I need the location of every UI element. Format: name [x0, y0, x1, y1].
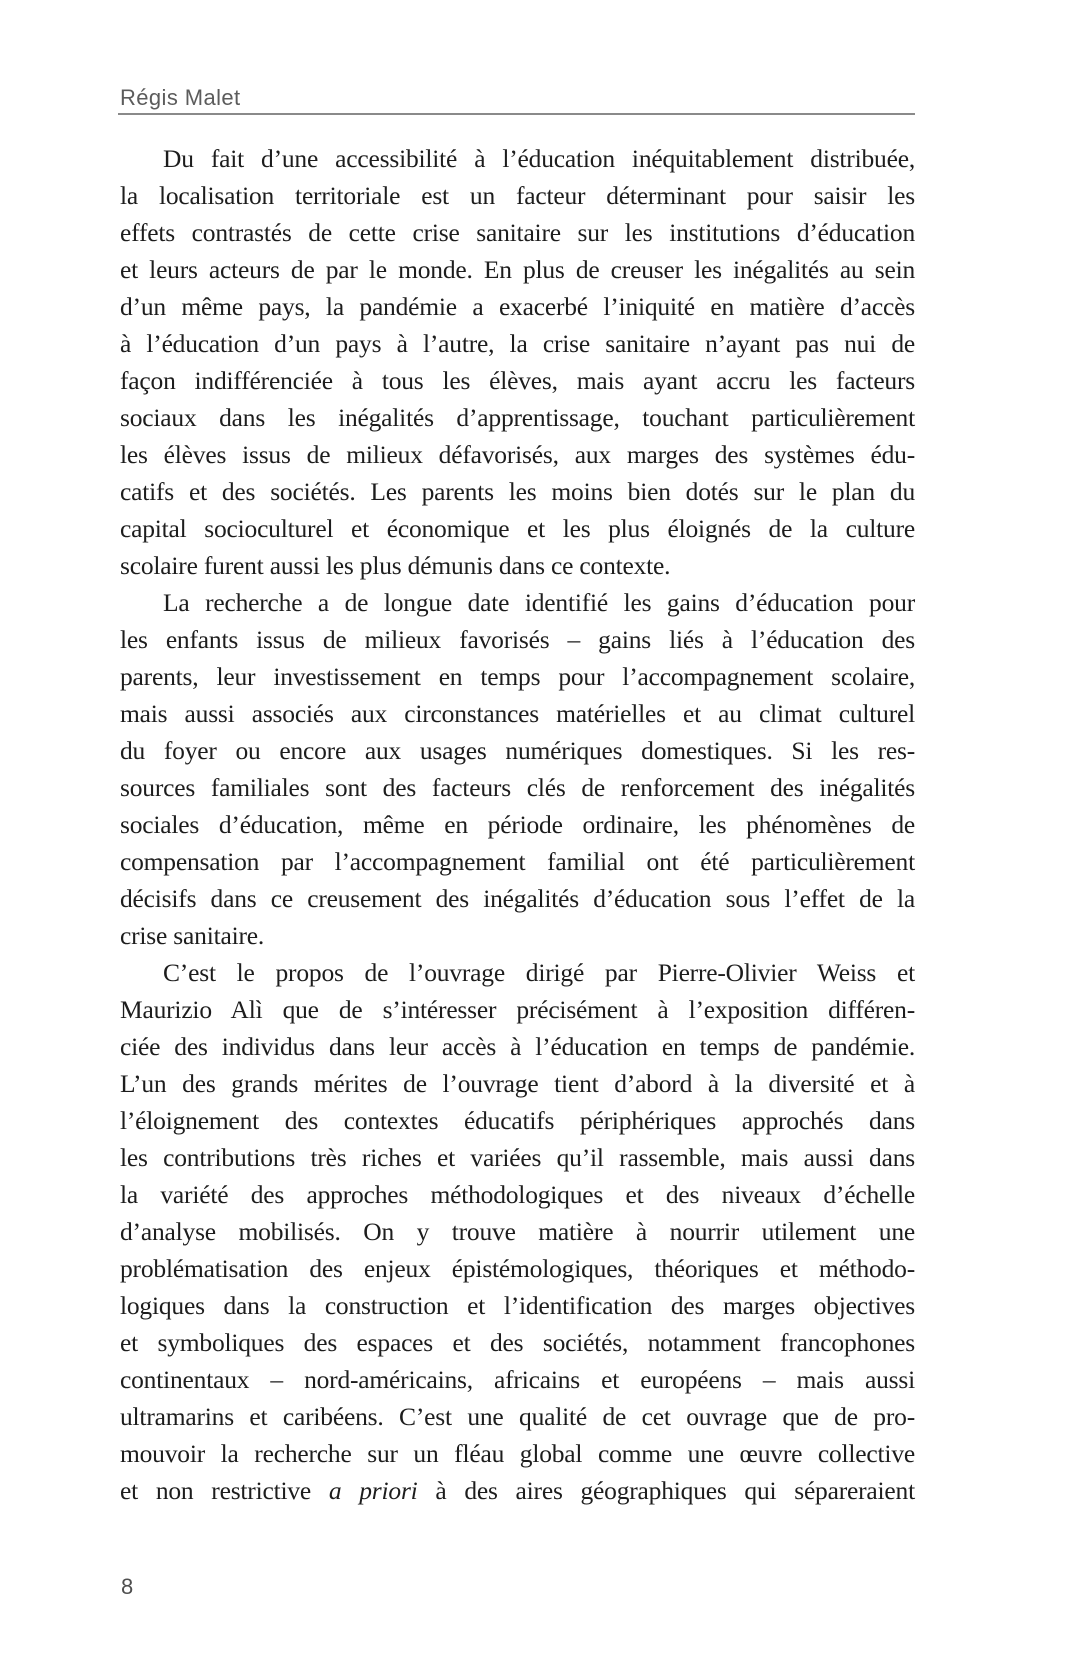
text-line: [120, 732, 915, 769]
text-segment: à des aires géographiques qui sépareraient: [417, 1476, 915, 1505]
text-segment: Du fait d’une accessibilité à l’éducation inéquitablement distribuée,: [163, 144, 915, 173]
text-line: [120, 362, 915, 399]
text-segment: catifs et des sociétés. Les parents les moins bien dotés sur le plan du: [120, 477, 915, 506]
text-line: [120, 769, 915, 806]
body-text: [120, 140, 915, 1509]
text-segment: C’est le propos de l’ouvrage dirigé par Pierre-Olivier Weiss et: [163, 958, 915, 987]
text-segment: capital socioculturel et économique et les plus éloignés de la culture: [120, 514, 915, 543]
text-segment: compensation par l’accompagnement familial ont été particulièrement: [120, 847, 915, 876]
text-line: [120, 1139, 915, 1176]
paragraph: [120, 140, 915, 584]
text-segment: ciée des individus dans leur accès à l’éducation en temps de pandémie.: [120, 1032, 915, 1061]
text-segment: problématisation des enjeux épistémologiques, théoriques et méthodo-: [120, 1254, 915, 1283]
text-line: [120, 1028, 915, 1065]
text-line: [120, 1398, 915, 1435]
text-segment: et leurs acteurs de par le monde. En plus de creuser les inégalités au sein: [120, 255, 915, 284]
text-line: [120, 288, 915, 325]
text-segment: la localisation territoriale est un facteur déterminant pour saisir les: [120, 181, 915, 210]
text-line: [120, 1472, 915, 1509]
text-segment: la variété des approches méthodologiques et des niveaux d’échelle: [120, 1180, 915, 1209]
text-segment: L’un des grands mérites de l’ouvrage tient d’abord à la diversité et à: [120, 1069, 915, 1098]
text-segment: Maurizio Alì que de s’intéresser précisément à l’exposition différen-: [120, 995, 915, 1024]
running-header-author: Régis Malet: [120, 85, 241, 110]
text-segment: scolaire furent aussi les plus démunis dans ce contexte.: [120, 551, 671, 580]
text-line: [120, 510, 915, 547]
text-segment: façon indifférenciée à tous les élèves, mais ayant accru les facteurs: [120, 366, 915, 395]
italic-text: a priori: [328, 1476, 418, 1505]
text-line: [120, 1250, 915, 1287]
header-rule: [118, 113, 915, 115]
text-line: [120, 1213, 915, 1250]
text-line: [120, 1287, 915, 1324]
text-segment: sociaux dans les inégalités d’apprentissage, touchant particulièrement: [120, 403, 915, 432]
text-segment: mouvoir la recherche sur un fléau global comme une œuvre collective: [120, 1439, 915, 1468]
text-line: [120, 547, 915, 584]
text-line: [120, 954, 915, 991]
text-segment: et symboliques des espaces et des sociétés, notamment francophones: [120, 1328, 915, 1357]
text-segment: les élèves issus de milieux défavorisés, aux marges des systèmes édu-: [120, 440, 915, 469]
text-line: [120, 658, 915, 695]
text-line: [120, 436, 915, 473]
text-segment: d’un même pays, la pandémie a exacerbé l’iniquité en matière d’accès: [120, 292, 915, 321]
text-segment: et non restrictive: [120, 1476, 329, 1505]
text-segment: les enfants issus de milieux favorisés – gains liés à l’éducation des: [120, 625, 915, 654]
text-line: [120, 473, 915, 510]
text-segment: parents, leur investissement en temps pour l’accompagnement scolaire,: [120, 662, 915, 691]
text-segment: décisifs dans ce creusement des inégalités d’éducation sous l’effet de la: [120, 884, 915, 913]
text-segment: La recherche a de longue date identifié les gains d’éducation pour: [163, 588, 915, 617]
text-line: [120, 695, 915, 732]
text-segment: sociales d’éducation, même en période ordinaire, les phénomènes de: [120, 810, 915, 839]
text-segment: ultramarins et caribéens. C’est une qualité de cet ouvrage que de pro-: [120, 1402, 915, 1431]
text-segment: sources familiales sont des facteurs clés de renforcement des inégalités: [120, 773, 915, 802]
text-segment: logiques dans la construction et l’identification des marges objectives: [120, 1291, 915, 1320]
text-line: [120, 584, 915, 621]
paragraph: [120, 584, 915, 954]
text-line: [120, 399, 915, 436]
text-line: [120, 214, 915, 251]
text-segment: crise sanitaire.: [120, 921, 265, 950]
text-line: [120, 880, 915, 917]
text-segment: du foyer ou encore aux usages numériques domestiques. Si les res-: [120, 736, 915, 765]
page-number: 8: [121, 1574, 134, 1599]
text-line: [120, 251, 915, 288]
text-line: [120, 806, 915, 843]
text-line: [120, 1361, 915, 1398]
text-line: [120, 1435, 915, 1472]
text-line: [120, 177, 915, 214]
paragraph: [120, 954, 915, 1509]
text-segment: mais aussi associés aux circonstances matérielles et au climat culturel: [120, 699, 915, 728]
text-line: [120, 140, 915, 177]
text-line: [120, 1324, 915, 1361]
text-line: [120, 1176, 915, 1213]
text-line: [120, 1102, 915, 1139]
text-segment: à l’éducation d’un pays à l’autre, la crise sanitaire n’ayant pas nui de: [120, 329, 915, 358]
text-segment: l’éloignement des contextes éducatifs périphériques approchés dans: [120, 1106, 915, 1135]
text-line: [120, 1065, 915, 1102]
text-line: [120, 325, 915, 362]
text-segment: effets contrastés de cette crise sanitaire sur les institutions d’éducation: [120, 218, 915, 247]
text-segment: les contributions très riches et variées qu’il rassemble, mais aussi dans: [120, 1143, 915, 1172]
text-line: [120, 991, 915, 1028]
text-segment: continentaux – nord-américains, africains et européens – mais aussi: [120, 1365, 915, 1394]
text-segment: d’analyse mobilisés. On y trouve matière à nourrir utilement une: [120, 1217, 915, 1246]
text-line: [120, 843, 915, 880]
text-line: [120, 917, 915, 954]
text-line: [120, 621, 915, 658]
